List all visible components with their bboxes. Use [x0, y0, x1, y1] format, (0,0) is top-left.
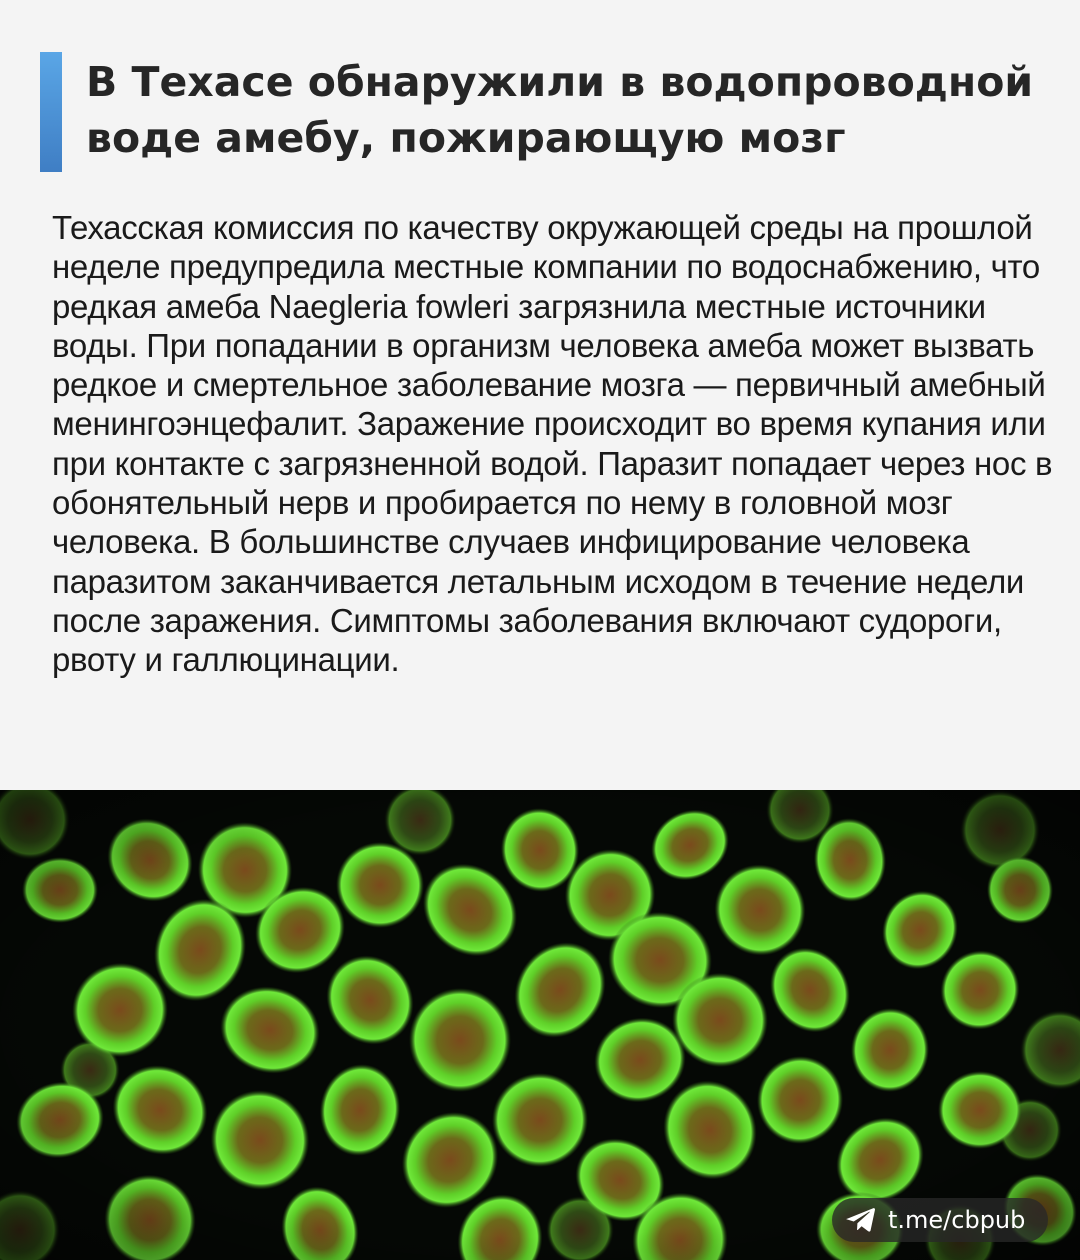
source-label: t.me/cbpub [888, 1206, 1026, 1234]
accent-bar [40, 52, 62, 172]
article-body: Техасская комиссия по качеству окружающей среды на прошлой неделе предупредила местные компании по водоснабжению, что редкая амеба Naegleria fowleri загрязнила местные источники воды. При попадании в организм человека амеба может вызвать редкое и смертельное заболевание мозга — первичный амебный менингоэнцефалит. Заражение происходит во время купания или при контакте с загрязненной водой. Паразит попадает через нос в обонятельный нерв и пробирается по нему в головной мозг человека. В большинстве случаев инфицирование человека паразитом заканчивается летальным исходом в течение недели после заражения. Симптомы заболевания включают судороги, рвоту и галлюцинации. [52, 209, 1053, 679]
source-link[interactable] [832, 1198, 1048, 1242]
amoeba-micrograph [0, 790, 1080, 1260]
article-headline: В Техасе обнаружили в водопроводной воде амебу, пожирающую мозг [86, 58, 1034, 162]
article-header [40, 52, 1050, 172]
telegram-icon [846, 1207, 876, 1233]
micrograph-image [0, 790, 1080, 1260]
